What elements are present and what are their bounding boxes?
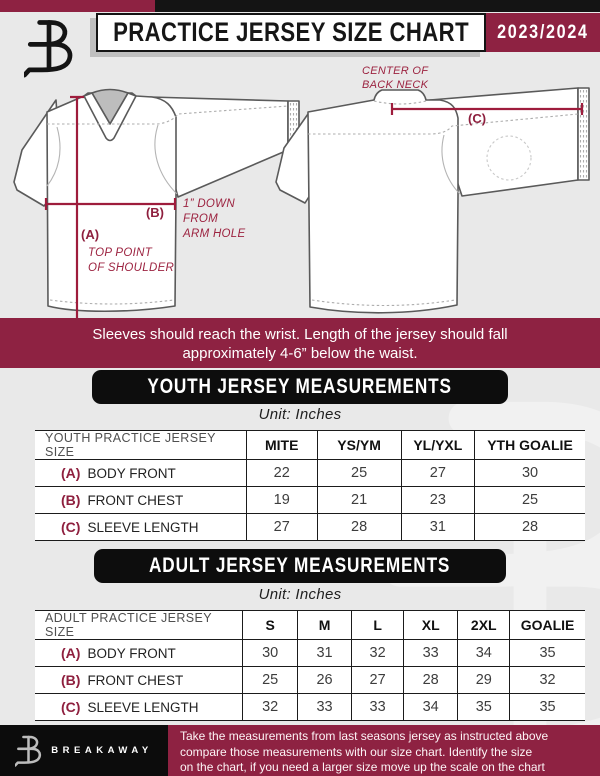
- footer-brand-name: BREAKAWAY: [51, 745, 153, 756]
- text-line: ARM HOLE: [183, 228, 246, 240]
- back-label-c: (C): [468, 111, 487, 126]
- row-label-cell: [35, 460, 246, 487]
- measurement-value-cell: 27: [401, 460, 474, 487]
- measure-key: (A): [61, 645, 81, 661]
- measurement-value-cell: 25: [475, 487, 585, 514]
- measurement-value-cell: 35: [510, 640, 585, 667]
- measure-label: FRONT CHEST: [87, 673, 184, 688]
- measurement-value-cell: 28: [317, 514, 401, 541]
- measurement-value-cell: 28: [403, 667, 457, 694]
- adult-size-table: [35, 610, 585, 721]
- measurement-value-cell: 32: [243, 694, 297, 721]
- adult-unit-label: Unit: Inches: [258, 586, 342, 603]
- front-label-b: (B): [145, 205, 164, 220]
- measurement-value-cell: 31: [297, 640, 351, 667]
- front-note-shoulder: [88, 246, 174, 276]
- table-row: [35, 460, 585, 487]
- measure-key: (B): [61, 492, 81, 508]
- measurement-value-cell: 35: [458, 694, 510, 721]
- youth-unit-label: Unit: Inches: [258, 406, 342, 423]
- youth-size-table: [35, 430, 585, 541]
- size-column-header: YL/YXL: [401, 431, 474, 460]
- breakaway-footer-logo-icon: [15, 734, 42, 767]
- measure-key: (A): [61, 465, 81, 481]
- top-accent-bar: [0, 0, 600, 12]
- page-title: PRACTICE JERSEY SIZE CHART: [113, 17, 469, 47]
- front-label-a: (A): [81, 227, 100, 242]
- measurement-value-cell: 25: [317, 460, 401, 487]
- row-label-cell: [35, 514, 246, 541]
- back-torso: [308, 90, 458, 313]
- size-column-header: YS/YM: [317, 431, 401, 460]
- youth-section-title: YOUTH JERSEY MEASUREMENTS: [147, 375, 453, 398]
- measurement-value-cell: 33: [403, 640, 457, 667]
- row-label-cell: [35, 667, 243, 694]
- table-row: [35, 487, 585, 514]
- back-note-neck: [362, 64, 428, 92]
- row-label-cell: [35, 487, 246, 514]
- row-label-cell: [35, 640, 243, 667]
- front-jersey-diagram: [14, 90, 299, 312]
- text-line: approximately 4-6” below the waist.: [182, 345, 418, 362]
- footer: [0, 725, 600, 776]
- text-line: Sleeves should reach the wrist. Length of the jersey should fall: [92, 326, 508, 343]
- measure-key: (C): [61, 519, 81, 535]
- measurement-value-cell: 31: [401, 514, 474, 541]
- table-header-row: [35, 431, 585, 460]
- season-badge: [486, 13, 600, 52]
- measurement-value-cell: 21: [317, 487, 401, 514]
- table-header-row: [35, 611, 585, 640]
- measure-label: BODY FRONT: [87, 466, 176, 481]
- measurement-value-cell: 22: [246, 460, 317, 487]
- measurement-value-cell: 29: [458, 667, 510, 694]
- measurement-value-cell: 30: [475, 460, 585, 487]
- text-line: FROM: [183, 213, 219, 225]
- measurement-value-cell: 27: [246, 514, 317, 541]
- measure-label: BODY FRONT: [87, 646, 176, 661]
- season-badge-text: 2023/2024: [497, 21, 589, 43]
- size-column-header: L: [352, 611, 404, 640]
- size-column-header: GOALIE: [510, 611, 585, 640]
- row-label-column-header: YOUTH PRACTICE JERSEY SIZE: [35, 431, 246, 460]
- text-line: TOP POINT: [88, 247, 153, 259]
- measurement-value-cell: 26: [297, 667, 351, 694]
- table-row: [35, 514, 585, 541]
- breakaway-logo-icon: [24, 17, 74, 78]
- fit-instruction-banner: [0, 318, 600, 368]
- text-line: on the chart, if you need a larger size move up the scale on the chart: [180, 760, 545, 774]
- youth-section-header: [0, 370, 600, 404]
- measurement-value-cell: 25: [243, 667, 297, 694]
- top-accent-bar-maroon: [0, 0, 155, 12]
- measure-label: FRONT CHEST: [87, 493, 184, 508]
- measurement-value-cell: 23: [401, 487, 474, 514]
- table-row: [35, 694, 585, 721]
- size-column-header: S: [243, 611, 297, 640]
- adult-section-title: ADULT JERSEY MEASUREMENTS: [149, 554, 451, 577]
- measure-label: SLEEVE LENGTH: [87, 520, 199, 535]
- back-jersey-diagram: [276, 88, 589, 313]
- text-line: CENTER OF: [362, 65, 429, 77]
- size-column-header: M: [297, 611, 351, 640]
- footer-instructions: [168, 725, 600, 776]
- measure-key: (C): [61, 699, 81, 715]
- measurement-value-cell: 19: [246, 487, 317, 514]
- size-column-header: MITE: [246, 431, 317, 460]
- size-column-header: XL: [403, 611, 457, 640]
- measure-label: SLEEVE LENGTH: [87, 700, 199, 715]
- measurement-value-cell: 34: [403, 694, 457, 721]
- text-line: compare those measurements with our size chart. Identify the size: [180, 744, 533, 759]
- measurement-value-cell: 27: [352, 667, 404, 694]
- measurement-value-cell: 33: [352, 694, 404, 721]
- size-column-header: 2XL: [458, 611, 510, 640]
- page-title-box: [96, 13, 486, 52]
- jersey-diagrams: [0, 60, 600, 322]
- text-line: BACK NECK: [362, 79, 429, 91]
- table-row: [35, 640, 585, 667]
- text-line: OF SHOULDER: [88, 262, 175, 274]
- measurement-value-cell: 33: [297, 694, 351, 721]
- measure-key: (B): [61, 672, 81, 688]
- text-line: 1” DOWN: [183, 198, 235, 210]
- text-line: Take the measurements from last seasons jersey as instructed above: [180, 729, 549, 743]
- size-column-header: YTH GOALIE: [475, 431, 585, 460]
- adult-section-header: [0, 549, 600, 583]
- measurement-value-cell: 34: [458, 640, 510, 667]
- table-row: [35, 667, 585, 694]
- row-label-cell: [35, 694, 243, 721]
- measurement-value-cell: 28: [475, 514, 585, 541]
- row-label-column-header: ADULT PRACTICE JERSEY SIZE: [35, 611, 243, 640]
- measurement-value-cell: 32: [352, 640, 404, 667]
- front-note-armhole: [183, 197, 245, 242]
- measurement-value-cell: 32: [510, 667, 585, 694]
- measurement-value-cell: 30: [243, 640, 297, 667]
- measurement-value-cell: 35: [510, 694, 585, 721]
- footer-brand-box: [0, 725, 168, 776]
